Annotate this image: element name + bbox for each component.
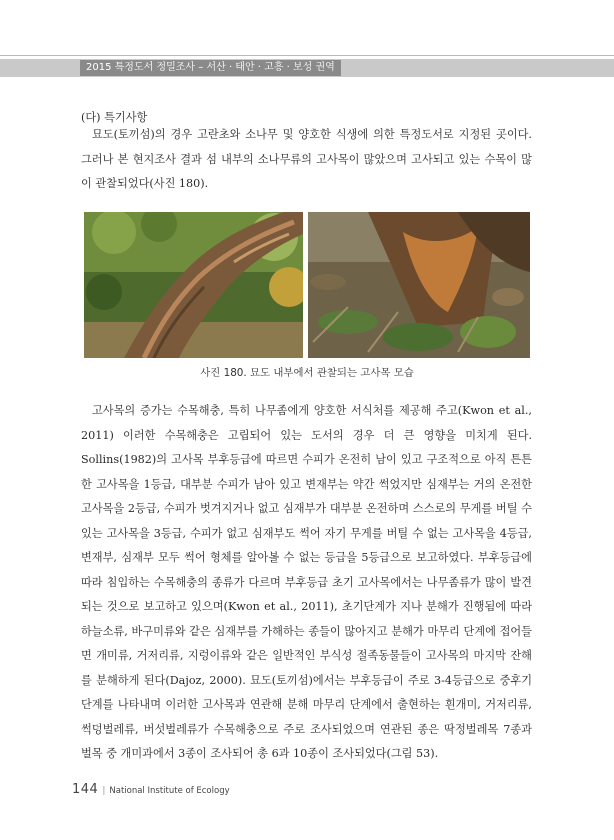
- institution-name: National Institute of Ecology: [109, 786, 230, 796]
- figure-caption: 사진 180. 묘도 내부에서 관찰되는 고사목 모습: [200, 367, 414, 379]
- page-number: 144: [72, 782, 99, 797]
- page-footer: [72, 778, 230, 797]
- running-header-title: 2015 특정도서 정밀조사 – 서산 · 태안 · 고흥 · 보성 권역: [80, 60, 341, 76]
- section-heading: (다) 특기사항: [81, 111, 148, 124]
- photo-dead-tree-trunk: [84, 212, 303, 358]
- paragraph-intro: 묘도(토끼섬)의 경우 고란초와 소나무 및 양호한 식생에 의한 특정도서로 지정된 곳이다. 그러나 본 현지조사 결과 섬 내부의 소나무류의 고사목이 많았으며 고사되고 있는 수목이 많이 관찰되었다(사진 180).: [81, 128, 532, 190]
- paragraph-deadwood-decay: 고사목의 증가는 수목해충, 특히 나무좀에게 양호한 서식처를 제공해 주고(Kwon et al., 2011) 이러한 수목해충은 고립되어 있는 도서의 경우 더 큰 영향을 미치게 된다. Sollins(1982)의 고사목 부후등급에 따르면 수피가 온전히 남이 있고 구조적으로 아직 튼튼한 고사목을 1등급, 대부분 수피가 남아 있고 변재부는 약간 썩었지만 심재부는 거의 온전한 고사목을 2등급, 수피가 벗겨지거나 없고 심재부가 대부분 온전하며 스스로의 무게를 버틸 수 있는 고사목을 3등급, 수피가 없고 심재부도 썩어 자기 무게를 버틸 수 없는 고사목을 4등급, 변재부, 심재부 모두 썩어 형체를 알아볼 수 없는 등급을 5등급으로 보고하였다. 부후등급에 따라 침입하는 수목해충의 종류가 다르며 부후등급 초기 고사목에서는 나무좀류가 많이 발견되는 것으로 보고하고 있으며(Kwon et al., 2011), 초기단계가 지나 분해가 진행됨에 따라 하늘소류, 바구미류와 같은 심재부를 가해하는 종들이 많아지고 분해가 마무리 단계에 접어들면 개미류, 거저리류, 지렁이류와 같은 일반적인 부식성 절족동물들이 고사목의 마지막 잔해를 분해하게 된다(Dajoz, 2000). 묘도(토끼섬)에서는 부후등급이 주로 3-4등급으로 중후기 단계를 나타내며 이러한 고사목과 연관해 분해 마무리 단계에서 출현하는 흰개미, 거저리류, 썩덩벌레류, 버섯벌레류가 수목해충으로 주로 조사되었으며 연관된 종은 딱정벌레목 7종과 벌목 중 개미과에서 3종이 조사되어 총 6과 10종이 조사되었다(그림 53).: [81, 404, 532, 760]
- footer-separator: |: [102, 786, 106, 796]
- top-rule: [0, 55, 614, 56]
- photo-tree-base-forest-floor: [308, 212, 530, 358]
